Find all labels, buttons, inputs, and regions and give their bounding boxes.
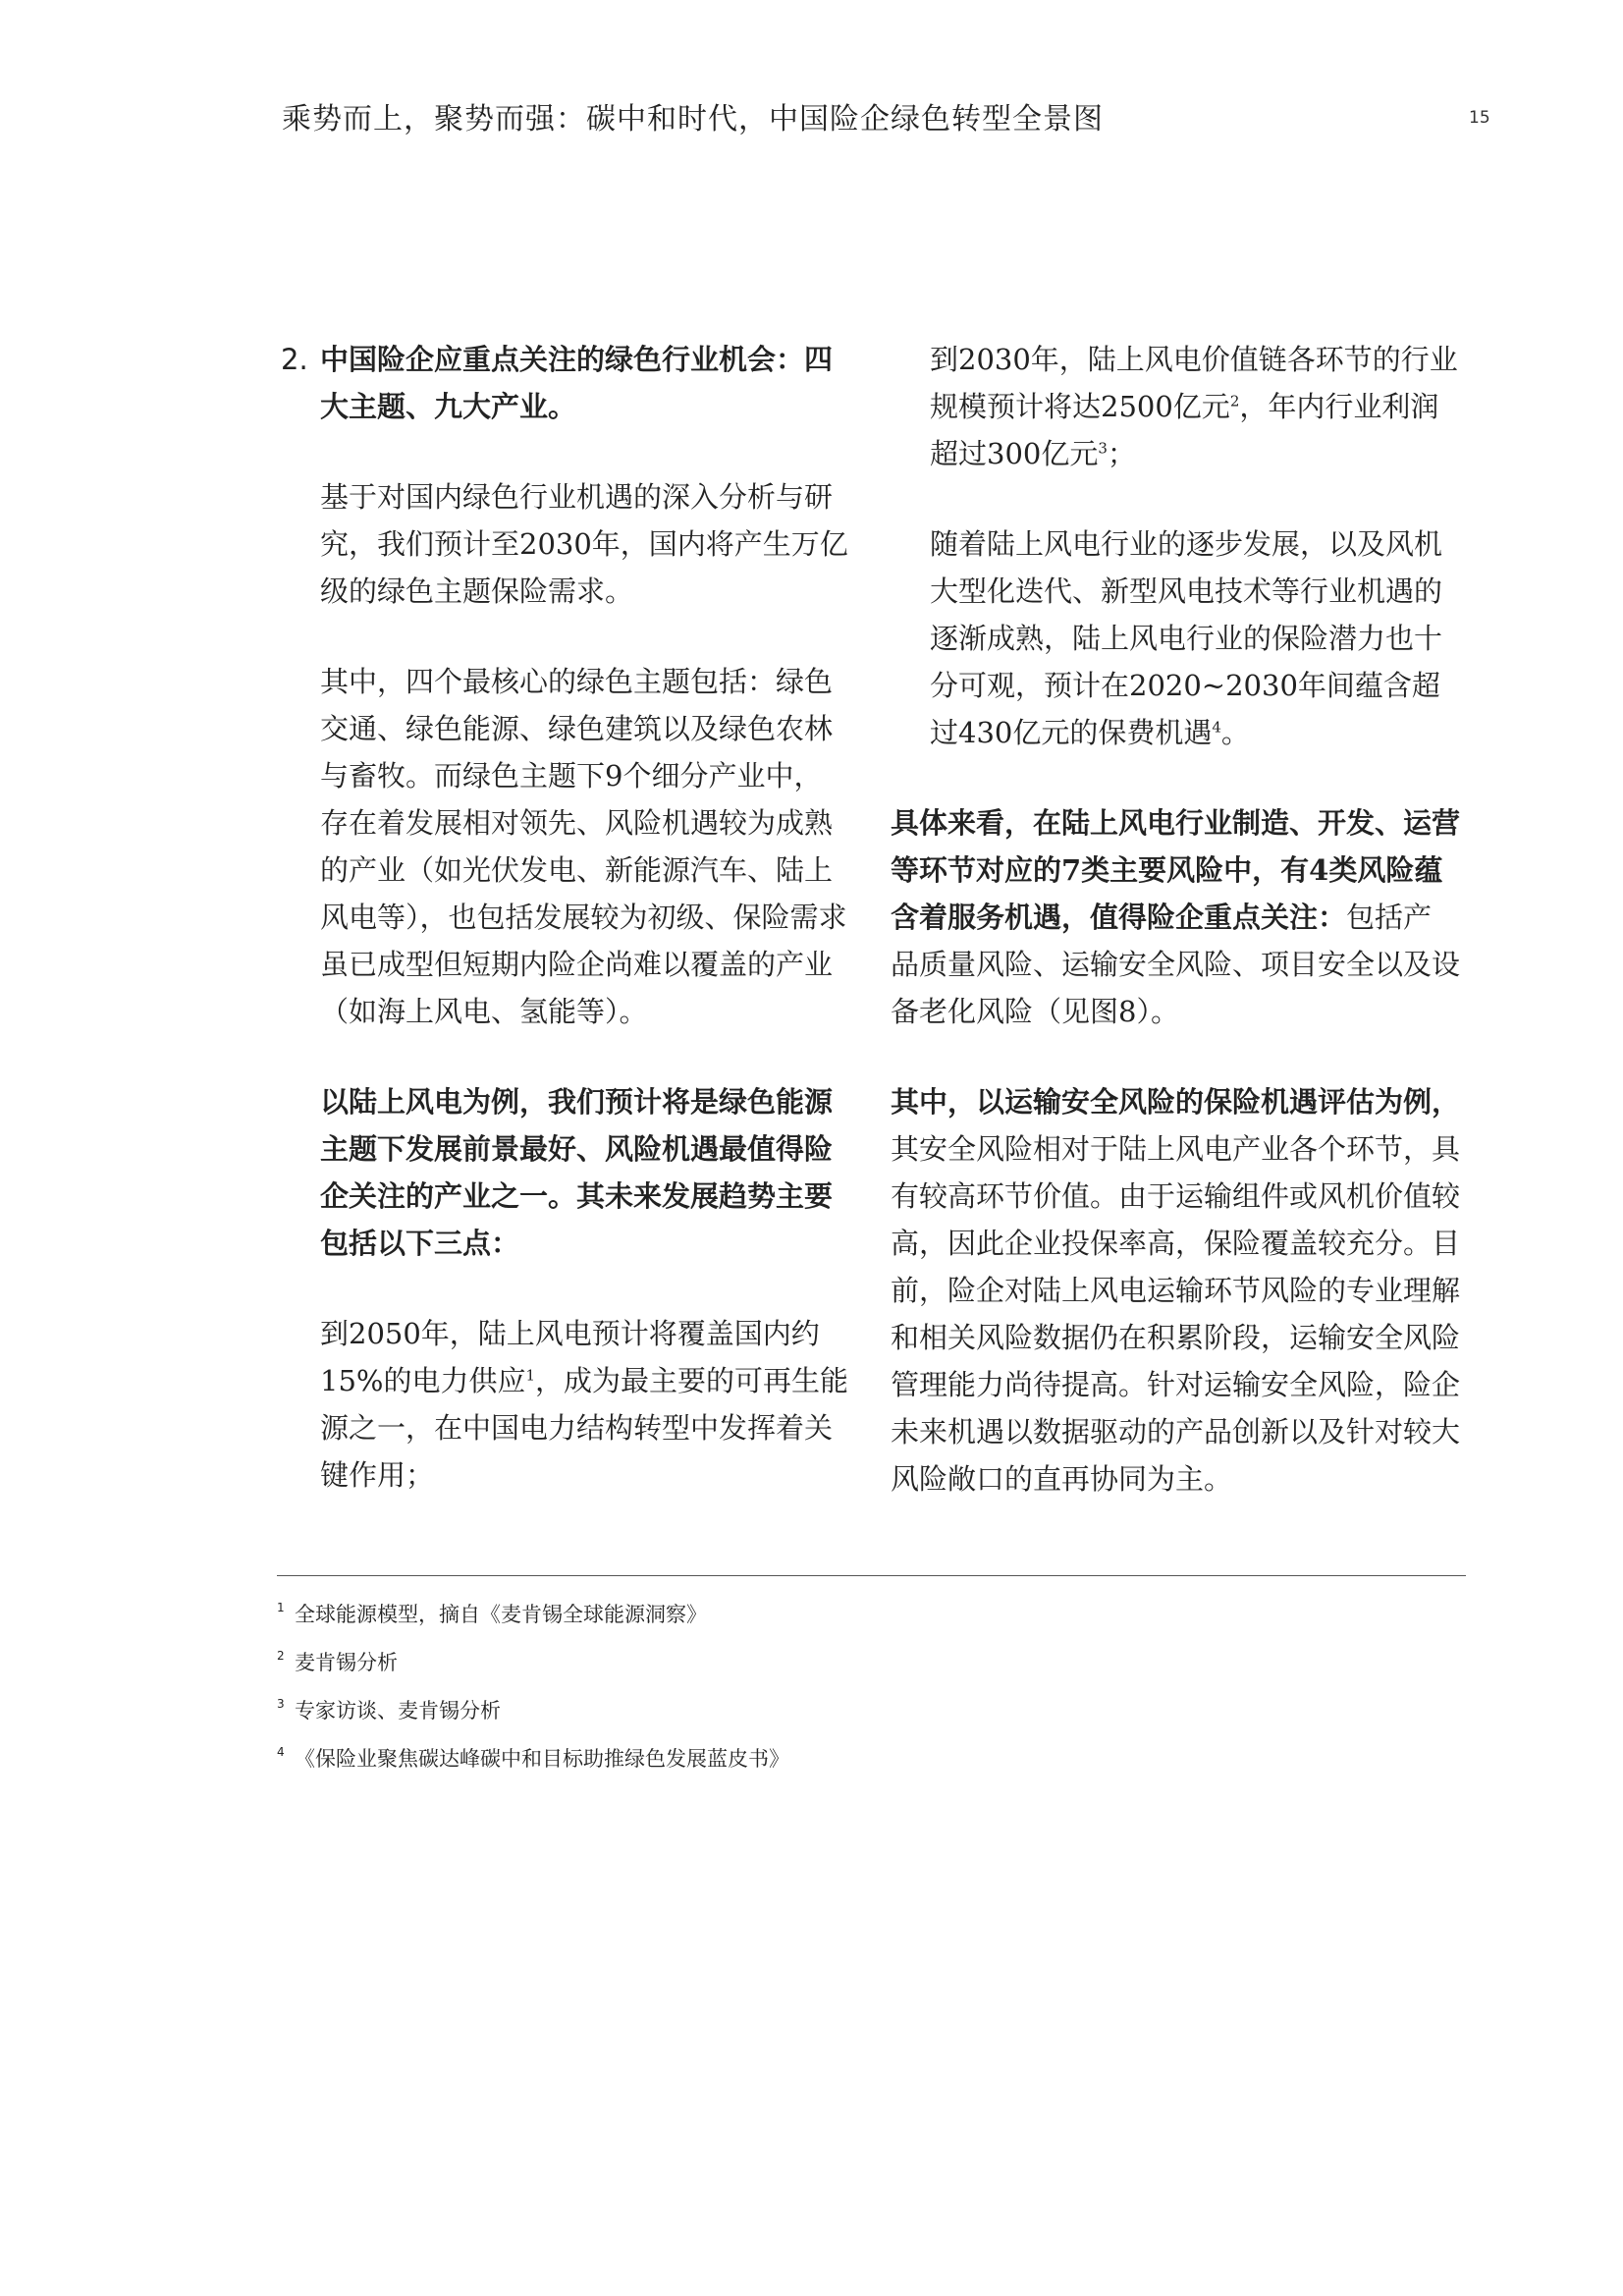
footnote-number: 2 xyxy=(277,1648,285,1663)
paragraph-intro: 基于对国内绿色行业机遇的深入分析与研究，我们预计至2030年，国内将产生万亿级的绿色主题保险需求。 xyxy=(320,480,848,608)
paragraph-transport-risk xyxy=(891,1078,1460,1503)
text-segment: ，成为最主要的可再生能源之一，在中国电力结构转型中发挥着关键作用； xyxy=(320,1364,849,1492)
section-heading xyxy=(281,336,850,430)
text-segment: ，年内行业利润超过300亿元 xyxy=(930,390,1439,470)
paragraph-trend-2030 xyxy=(930,336,1460,477)
paragraph-themes: 其中，四个最核心的绿色主题包括：绿色交通、绿色能源、绿色建筑以及绿色农林与畜牧。而绿色主题下9个细分产业中，存在着发展相对领先、风险机遇较为成熟的产业（如光伏发电、新能源汽车、陆上风电等），也包括发展较为初级、保险需求虽已成型但短期内险企尚难以覆盖的产业（如海上风电、氢能等）。 xyxy=(320,665,847,1028)
bold-lead: 其中，以运输安全风险的保险机遇评估为例， xyxy=(891,1085,1461,1119)
right-column xyxy=(891,336,1460,1546)
footnote-item xyxy=(277,1733,1466,1781)
footnote-divider xyxy=(277,1575,1466,1576)
bold-lead: 以陆上风电为例，我们预计将是绿色能源主题下发展前景最好、风险机遇最值得险企关注的产业之一。其未来发展趋势主要包括以下三点： xyxy=(320,1085,834,1260)
section-number: 2. xyxy=(281,343,308,376)
running-header-title: 乘势而上，聚势而强：碳中和时代，中国险企绿色转型全景图 xyxy=(282,102,1104,137)
footnote-number: 1 xyxy=(277,1600,285,1614)
text-segment: 其安全风险相对于陆上风电产业各个环节，具有较高环节价值。由于运输组件或风机价值较高，因此企业投保率高，保险覆盖较充分。目前，险企对陆上风电运输环节风险的专业理解和相关风险数据仍在积累阶段，运输安全风险管理能力尚待提高。针对运输安全风险，险企未来机遇以数据驱动的产品创新以及针对较大风险敞口的直再协同为主。 xyxy=(891,1132,1461,1496)
footnote-ref-3: 3 xyxy=(1098,439,1108,458)
footnote-text: 《保险业聚焦碳达峰碳中和目标助推绿色发展蓝皮书》 xyxy=(295,1746,789,1771)
text-segment: ； xyxy=(1107,437,1136,470)
paragraph-trend-2050 xyxy=(320,1310,850,1499)
footnotes xyxy=(277,1589,1466,1781)
left-column xyxy=(281,336,850,1542)
footnote-text: 全球能源模型，摘自《麦肯锡全球能源洞察》 xyxy=(295,1602,707,1626)
text-segment: 到2050年，陆上风电预计将覆盖国内约15%的电力供应 xyxy=(320,1317,820,1397)
text-segment: 。 xyxy=(1220,716,1250,749)
text-segment: 到2030年，陆上风电价值链各环节的行业规模预计将达2500亿元 xyxy=(930,343,1458,423)
footnote-number: 3 xyxy=(277,1696,285,1711)
footnote-ref-4: 4 xyxy=(1212,718,1221,737)
footnote-number: 4 xyxy=(277,1744,285,1759)
footnote-item xyxy=(277,1685,1466,1733)
paragraph-onshore-wind-bold xyxy=(320,1078,850,1267)
paragraph-insurance-potential xyxy=(930,520,1460,756)
bold-lead: 具体来看，在陆上风电行业制造、开发、运营等环节对应的7类主要风险中，有4类风险蕴含着服务机遇，值得险企重点关注： xyxy=(891,806,1461,934)
footnote-item xyxy=(277,1637,1466,1685)
footnote-ref-1: 1 xyxy=(525,1366,536,1385)
text-segment: 随着陆上风电行业的逐步发展，以及风机大型化迭代、新型风电技术等行业机遇的逐渐成熟，陆上风电行业的保险潜力也十分可观，预计在2020~2030年间蕴含超过430亿元的保费机遇 xyxy=(930,527,1443,749)
text-segment: 包括产品质量风险、运输安全风险、项目安全以及设备老化风险（见图8）。 xyxy=(891,901,1461,1028)
page-number: 15 xyxy=(1469,108,1490,128)
footnote-ref-2: 2 xyxy=(1229,392,1240,410)
paragraph-risk-types xyxy=(891,799,1460,1035)
footnote-text: 专家访谈、麦肯锡分析 xyxy=(295,1698,501,1722)
section-title: 中国险企应重点关注的绿色行业机会：四大主题、九大产业。 xyxy=(320,343,834,423)
footnote-item xyxy=(277,1589,1466,1637)
footnote-text: 麦肯锡分析 xyxy=(295,1650,398,1674)
